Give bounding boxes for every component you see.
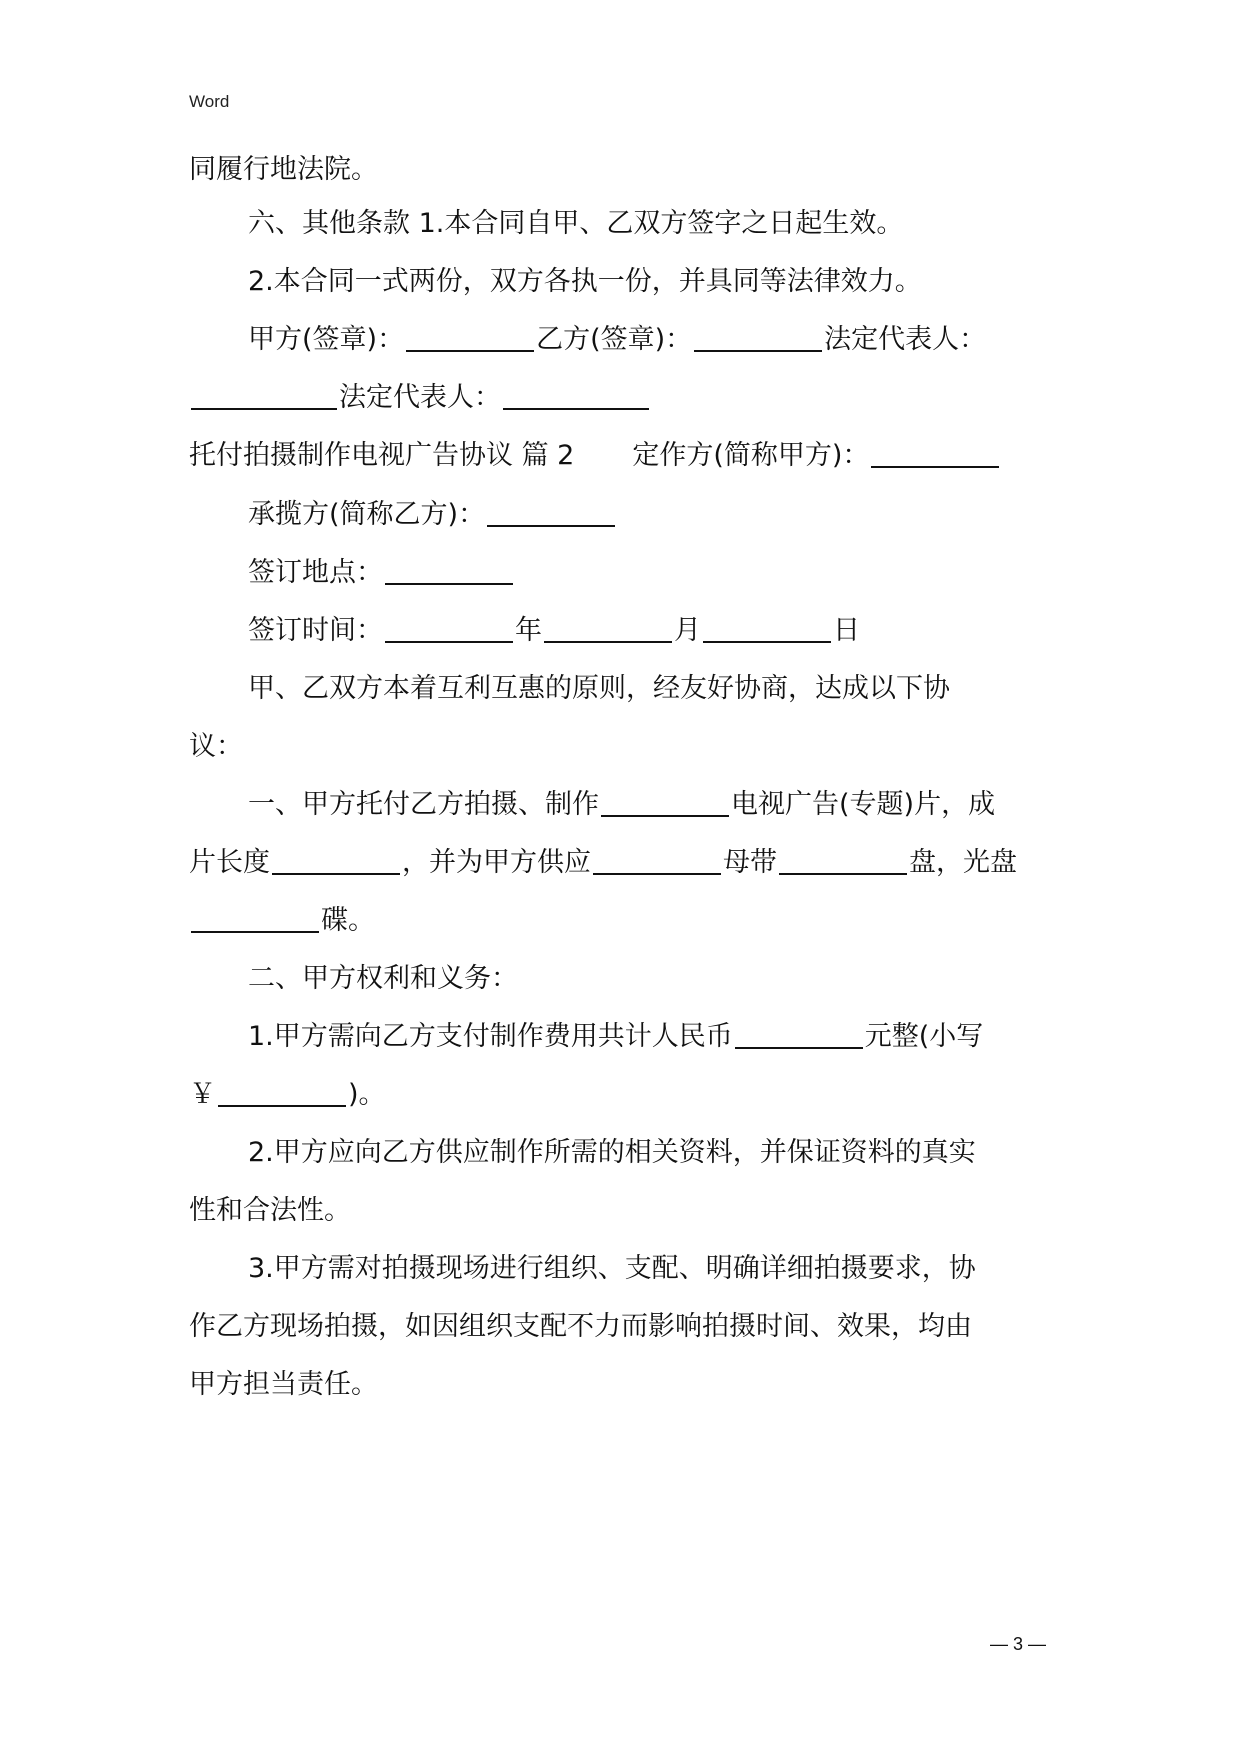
contract-title: 托付拍摄制作电视广告协议 篇 2 <box>189 440 575 471</box>
orderer-label: 定作方(简称甲方)： <box>632 440 870 471</box>
signature-line <box>189 378 1059 418</box>
month-blank[interactable] <box>544 613 672 643</box>
clause-text: 碟。 <box>321 905 375 936</box>
party-a-seal-blank[interactable] <box>406 322 534 352</box>
paragraph-line: 甲、乙双方本着互利互惠的原则，经友好协商，达成以下协 <box>248 673 950 704</box>
clause-text: 1.甲方需向乙方支付制作费用共计人民币 <box>248 1021 733 1052</box>
clause-line <box>189 901 1059 941</box>
clause-line <box>248 1017 1118 1057</box>
day-blank[interactable] <box>703 613 831 643</box>
party-a-seal-label: 甲方(签章)： <box>248 324 405 355</box>
year-blank[interactable] <box>385 613 513 643</box>
contract-title-line <box>189 436 1059 476</box>
signing-place-label: 签订地点： <box>248 557 383 588</box>
ad-name-blank[interactable] <box>601 787 729 817</box>
clause-text: 母带 <box>723 847 777 878</box>
paragraph-line: 六、其他条款 1.本合同自甲、乙双方签字之日起生效。 <box>248 208 904 239</box>
day-label: 日 <box>833 615 860 646</box>
section-heading: 二、甲方权利和义务： <box>248 963 518 994</box>
clause-text: ，并为甲方供应 <box>402 847 591 878</box>
signing-place-blank[interactable] <box>385 555 513 585</box>
clause-text: 盘，光盘 <box>909 847 1017 878</box>
clause-line <box>189 1075 1059 1115</box>
signature-line <box>248 320 1118 360</box>
paragraph-line: 议： <box>189 731 243 762</box>
paragraph-line: 作乙方现场拍摄，如因组织支配不力而影响拍摄时间、效果，均由 <box>189 1311 972 1342</box>
signing-date-line <box>248 611 1118 651</box>
contractor-blank[interactable] <box>487 497 615 527</box>
party-b-seal-blank[interactable] <box>694 322 822 352</box>
signing-place-line <box>248 553 1118 593</box>
paragraph-line: 2.本合同一式两份，双方各执一份，并具同等法律效力。 <box>248 266 922 297</box>
clause-text: 片长度 <box>189 847 270 878</box>
legal-rep-label: 法定代表人： <box>824 324 987 355</box>
paragraph-line: 3.甲方需对拍摄现场进行组织、支配、明确详细拍摄要求，协 <box>248 1253 976 1284</box>
paragraph-line: 甲方担当责任。 <box>189 1369 378 1400</box>
clause-text: 一、甲方托付乙方拍摄、制作 <box>248 789 599 820</box>
clause-line <box>248 785 1118 825</box>
orderer-blank[interactable] <box>871 438 999 468</box>
legal-rep-b-blank[interactable] <box>503 380 649 410</box>
signing-date-label: 签订时间： <box>248 615 383 646</box>
legal-rep-a-blank[interactable] <box>191 380 337 410</box>
clause-text: )。 <box>348 1079 386 1110</box>
fee-small-blank[interactable] <box>218 1077 346 1107</box>
paragraph-line: 同履行地法院。 <box>189 154 378 185</box>
fee-amount-blank[interactable] <box>735 1019 863 1049</box>
contractor-label: 承揽方(简称乙方)： <box>248 499 486 530</box>
year-label: 年 <box>515 615 542 646</box>
paragraph-line: 2.甲方应向乙方供应制作所需的相关资料，并保证资料的真实 <box>248 1137 976 1168</box>
yen-symbol: ￥ <box>189 1079 216 1110</box>
length-blank[interactable] <box>272 845 400 875</box>
contractor-line <box>248 495 1118 535</box>
clause-line <box>189 843 1059 883</box>
paragraph-line: 性和合法性。 <box>189 1195 351 1226</box>
page-number: — 3 — <box>990 1634 1047 1654</box>
header-label: Word <box>189 92 230 111</box>
disc-count-blank[interactable] <box>191 903 319 933</box>
legal-rep-label: 法定代表人： <box>339 382 501 413</box>
clause-text: 电视广告(专题)片，成 <box>731 789 996 820</box>
month-label: 月 <box>674 615 701 646</box>
master-tape-blank[interactable] <box>593 845 721 875</box>
tape-count-blank[interactable] <box>779 845 907 875</box>
clause-text: 元整(小写 <box>864 1021 984 1052</box>
party-b-seal-label: 乙方(签章)： <box>536 324 693 355</box>
